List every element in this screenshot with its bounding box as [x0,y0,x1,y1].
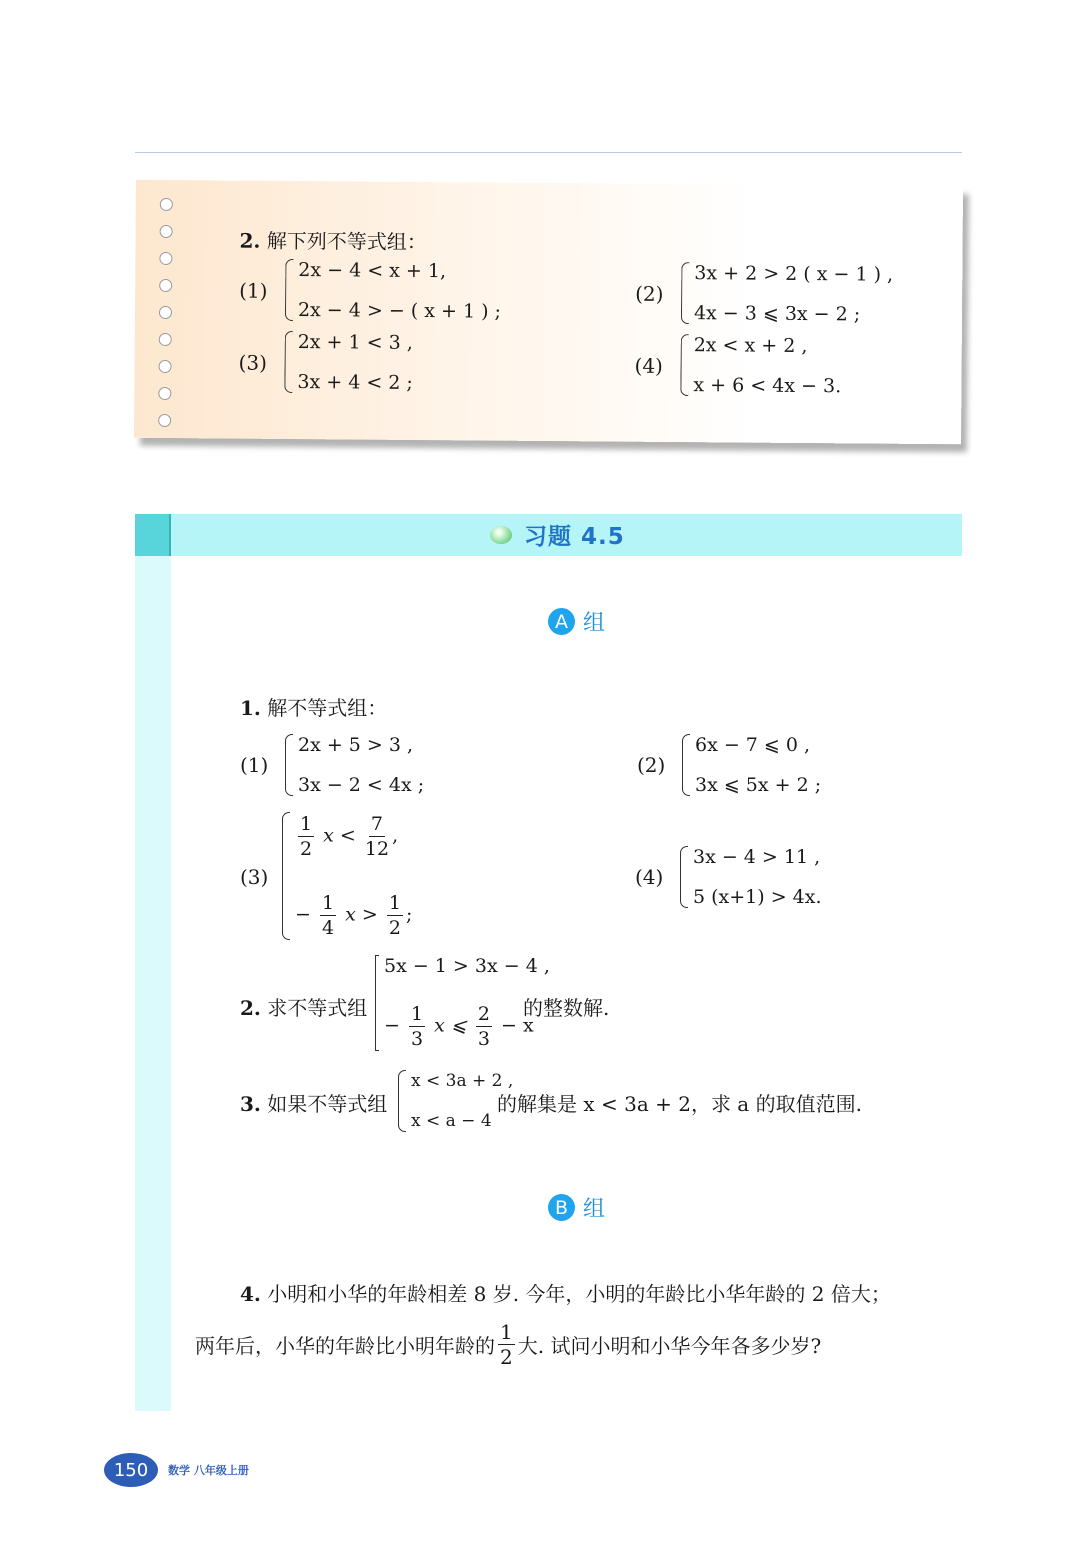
question-1: 1. 解不等式组： [240,696,388,720]
page-number: 150 [104,1453,158,1487]
system-label: (2) [635,281,664,306]
inequality-line: x + 6 < 4x − 3. [693,374,842,398]
question-2-suffix: 的整数解. [523,996,610,1020]
group-a-badge: A [548,608,575,635]
system-label: (1) [240,753,269,777]
q1-system-2 [682,734,821,796]
system-label: (3) [238,350,268,375]
binder-ring [159,333,172,346]
system-label: (3) [240,865,269,889]
practice-card [134,180,963,444]
binder-ring [159,360,172,373]
inequality-system-4 [680,334,841,397]
q1-system-4 [680,846,822,908]
inequality-line: 2x − 4 > − ( x + 1 ) ; [297,299,502,323]
exercise-header-tab [135,514,171,556]
inequality-line: − $\frac{1}{4}$ x > $\frac{1}{2}$ ; [295,892,413,939]
exercise-side-strip [135,556,171,1411]
question-4: 4. 小明和小华的年龄相差 8 岁. 今年，小明的年龄比小华年龄的 2 倍大； [240,1282,891,1306]
inequality-line: 5 (x+1) > 4x. [693,886,822,908]
question-3: 3. 如果不等式组 [240,1092,388,1116]
practice-question-title: 2. 解下列不等式组： [239,228,427,255]
binder-ring [158,414,171,427]
inequality-line: 3x + 4 < 2 ; [297,371,413,394]
inequality-line: 2x + 5 > 3 , [298,734,414,756]
question-4-line-2: 两年后，小华的年龄比小明年龄的 $\frac{1}{2}$ 大. 试问小明和小华今年各多少岁? [195,1320,822,1369]
inequality-line: 5x − 1 > 3x − 4 , [384,955,550,977]
group-b-badge: B [548,1194,575,1221]
system-label: (1) [239,278,268,303]
inequality-line: 2x < x + 2 , [693,334,808,358]
inequality-system-2 [681,262,893,326]
inequality-line: 6x − 7 ⩽ 0 , [695,734,811,756]
system-label: (4) [634,353,664,378]
question-3-suffix: 的解集是 x < 3a + 2，求 a 的取值范围. [497,1092,862,1116]
inequality-system-1 [285,259,501,323]
system-label: (4) [635,865,664,889]
binder-ring [158,387,171,400]
binder-ring [159,306,172,319]
inequality-line: 3x − 2 < 4x ; [298,774,425,796]
group-a-heading: A 组 [548,606,605,637]
inequality-line: 3x ⩽ 5x + 2 ; [695,774,822,796]
question-2: 2. 求不等式组 [240,996,368,1020]
q1-system-3 [282,812,412,940]
inequality-line: 2x − 4 < x + 1, [298,259,447,283]
group-b-heading: B 组 [548,1192,605,1223]
inequality-line: 4x − 3 ⩽ 3x − 2 ; [693,302,861,326]
inequality-line: $\frac{1}{2}$ x < $\frac{7}{12}$ , [300,813,399,860]
inequality-line: x < a − 4 [411,1111,492,1131]
top-divider [135,152,962,153]
inequality-line: x < 3a + 2 , [411,1071,514,1091]
sphere-icon [490,526,512,544]
binder-ring [160,225,173,238]
exercise-title: 习题 4.5 [490,518,625,551]
inequality-line: 3x − 4 > 11 , [693,846,821,868]
inequality-line: 2x + 1 < 3 , [297,331,413,354]
inequality-line: 3x + 2 > 2 ( x − 1 ) , [694,262,894,286]
q1-system-1 [285,734,424,796]
q3-system [398,1070,513,1132]
binder-ring [160,198,173,211]
system-label: (2) [637,753,666,777]
binder-ring [159,252,172,265]
binder-ring [159,279,172,292]
inequality-system-3 [284,331,413,394]
inequality-line: − $\frac{1}{3}$ x ⩽ $\frac{2}{3}$ − x [384,1003,534,1050]
book-title: 数学 八年级上册 [168,1464,249,1477]
